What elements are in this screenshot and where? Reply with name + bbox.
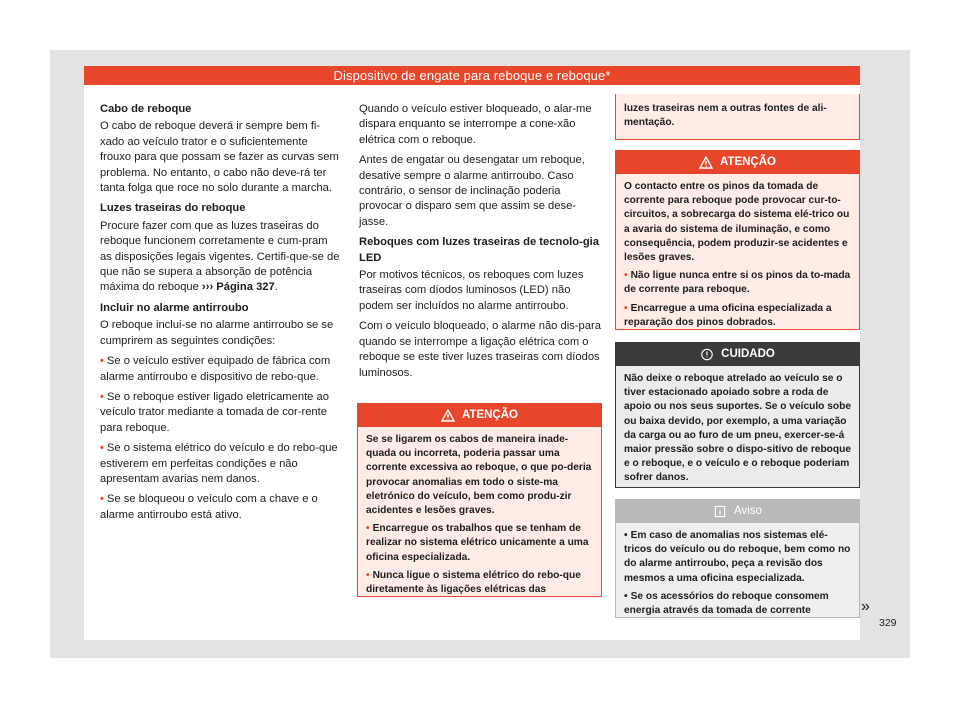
paragraph-alarm-trigger: Quando o veículo estiver bloqueado, o alar-me dispara enquanto se interrompe a cone-xão elétrica com o reboque. <box>359 103 592 146</box>
warning-triangle-icon <box>441 409 455 422</box>
bullet-icon: • <box>624 530 628 541</box>
info-icon <box>713 505 727 518</box>
list-item: • Se o sistema elétrico do veículo e do rebo-que estiverem em perfeitas condições e não apresentam avarias nem danos. <box>100 442 338 485</box>
caution-body: Não deixe o reboque atrelado ao veículo se o tiver estacionado apoiado sobre a roda de apoio ou nos seus suportes. Se o veículo sobe ou baixa devido, por exemplo, a uma variação da carga ou ao furo de um pneu, exercer-se-á maior pressão sobre o dispo-sitivo de reboque e o reboque, e o veículo e o reboque poderiam sofrer danos. <box>624 373 852 484</box>
heading-led-trailers: Reboques com luzes traseiras de tecnolo-gia LED <box>359 236 599 264</box>
paragraph-tow-cable: O cabo de reboque deverá ir sempre bem fi-xado ao veículo trator e o suficientemente frouxo para que possam se fazer as curvas sem problema. No entanto, o cabo não deve-rá ter tanta folga que roce no solo durante a marcha. <box>100 120 339 195</box>
warning-header: ATENÇÃO <box>616 151 859 174</box>
caution-box <box>615 342 860 488</box>
warning-box <box>615 150 860 330</box>
page-reference-link[interactable]: ››› Página 327 <box>202 281 275 294</box>
bullet-icon: • <box>624 270 628 282</box>
list-item: • Se se bloqueou o veículo com a chave e o alarme antirroubo está ativo. <box>100 493 318 521</box>
warning-body: O contacto entre os pinos da tomada de corrente para reboque pode provocar cur-to-circuitos, a sobrecarga do sistema elé-trico ou a avaria do sistema de iluminação, e como consequência, podem produzir-se acidentes e lesões graves. • Não ligue nunca entre si os pinos da to-mada de corrente para reboque. • Encarregue a uma oficina especializada a reparação dos pinos dobrados. <box>616 174 859 340</box>
warning-body: Se se ligarem os cabos de maneira inade-quada ou incorreta, poderia passar uma corrente excessiva ao reboque, o que po-deria provocar anomalias em todo o siste-ma eletrónico do veículo, bem como produ-zir acidentes e lesões graves. • Encarregue os trabalhos que se tenham de realizar no sistema elétrico unicamente a uma oficina especializada. • Nunca ligue o sistema elétrico do rebo-que diretamente às ligações elétricas das <box>358 427 601 607</box>
list-item: • Se o reboque estiver ligado eletricamente ao veículo trator mediante a tomada de cor-rente para reboque. <box>100 390 329 434</box>
list-item: • Nunca ligue o sistema elétrico do rebo-que diretamente às ligações elétricas das <box>366 569 581 596</box>
continue-marker: » <box>861 598 870 615</box>
warning-box <box>357 403 602 597</box>
paragraph-antitheft: O reboque inclui-se no alarme antirroubo se se cumprirem as seguintes condições: <box>100 319 334 347</box>
notice-box <box>615 499 860 618</box>
bullet-icon: • <box>100 442 104 455</box>
heading-antitheft: Incluir no alarme antirroubo <box>100 301 249 314</box>
caution-circle-icon <box>700 348 714 361</box>
list-item: • Encarregue a uma oficina especializada a reparação dos pinos dobrados. <box>624 302 832 328</box>
list-item: • Se os acessórios do reboque consomem energia através da tomada de corrente <box>624 590 829 617</box>
bullet-icon: • <box>624 302 628 314</box>
warning-triangle-icon <box>699 156 713 169</box>
list-item: • Não ligue nunca entre si os pinos da to-mada de corrente para reboque. <box>624 270 851 296</box>
bullet-icon: • <box>100 390 104 403</box>
page-number: 329 <box>879 617 897 629</box>
bullet-icon: • <box>100 493 104 506</box>
paragraph-deactivate-alarm: Antes de engatar ou desengatar um reboque, desative sempre o alarme antirroubo. Caso contrário, o sensor de inclinação poderia provocar o disparo sem que assim se dese-jasse. <box>359 154 585 228</box>
notice-header: Aviso <box>616 500 859 523</box>
warning-continued-box: luzes traseiras nem a outras fontes de ali-mentação. <box>615 94 860 140</box>
bullet-icon: • <box>366 569 370 581</box>
column-left <box>100 102 340 528</box>
paragraph-led-technical: Por motivos técnicos, os reboques com luzes traseiras com díodos luminosos (LED) não podem ser incluídos no alarme antirroubo. <box>359 269 584 312</box>
paragraph-led-alarm: Com o veículo bloqueado, o alarme não dis-para quando se interrompe a ligação elétrica com o reboque se este tiver luzes traseiras com díodos luminosos. <box>359 320 601 379</box>
column-middle <box>359 102 602 386</box>
list-item: • Encarregue os trabalhos que se tenham de realizar no sistema elétrico unicamente a uma oficina especializada. <box>366 523 589 563</box>
bullet-icon: • <box>366 523 370 535</box>
list-item: • Se o veículo estiver equipado de fábrica com alarme antirroubo e dispositivo de rebo-que. <box>100 355 331 383</box>
caution-header: CUIDADO <box>616 343 859 366</box>
bullet-icon: • <box>100 355 104 368</box>
notice-body <box>616 523 859 628</box>
bullet-icon: • <box>624 590 628 602</box>
heading-trailer-lights: Luzes traseiras do reboque <box>100 202 246 215</box>
paragraph-trailer-lights: Procure fazer com que as luzes traseiras do reboque funcionem corretamente e cum-pram as disposições legais vigentes. Certifi-que-se de que não se supera a absorção de potência máxima do reboque ››› Página 327. <box>100 219 340 294</box>
warning-header: ATENÇÃO <box>358 404 601 427</box>
section-banner: Dispositivo de engate para reboque e reboque* <box>84 66 860 85</box>
list-item: • Em caso de anomalias nos sistemas elé-tricos do veículo ou do reboque, bem como no do alarme antirroubo, peça a revisão dos mesmos a uma oficina especializada. <box>624 530 851 584</box>
heading-tow-cable: Cabo de reboque <box>100 103 192 115</box>
